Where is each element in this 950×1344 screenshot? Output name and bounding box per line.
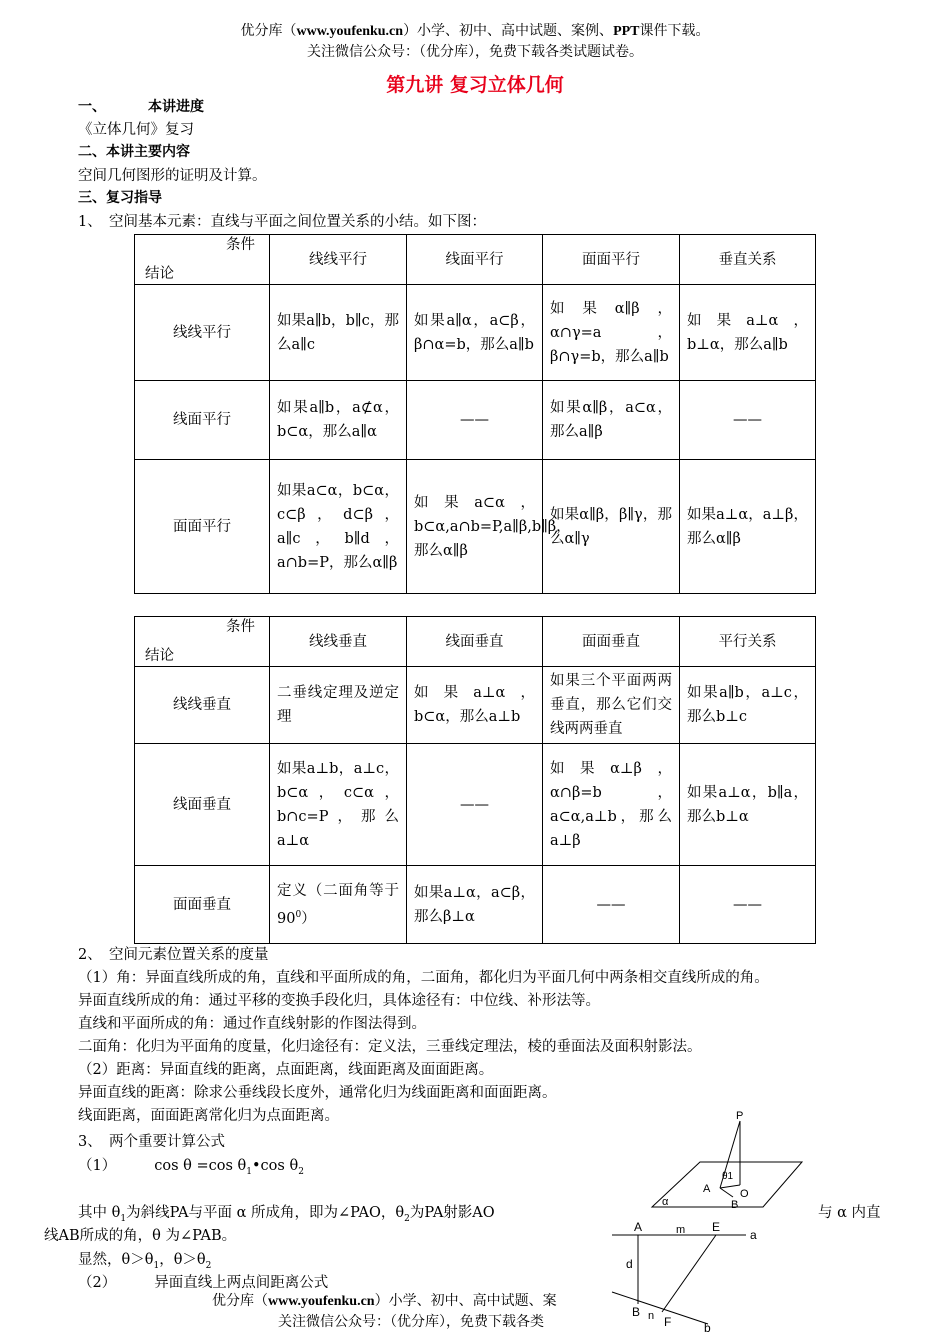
table-cell: ——	[407, 381, 543, 460]
paragraph: 直线和平面所成的角：通过作直线射影的作图法得到。	[78, 1016, 426, 1032]
paragraph: 线面距离，面面距离常化归为点面距离。	[78, 1108, 339, 1124]
plane-alpha	[652, 1162, 802, 1207]
column-header: 面面垂直	[543, 617, 680, 667]
label-m: m	[676, 1224, 686, 1236]
label-b-point: B	[632, 1305, 641, 1319]
corner-condition: 条件	[226, 237, 255, 253]
table-cell: 如果α∥β，α∩γ=a，β∩γ=b，那么a∥b	[543, 285, 680, 381]
row-label: 面面平行	[135, 460, 270, 594]
table-row	[135, 866, 816, 944]
table-cell: 如果a⊥α，a⊂β，那么β⊥α	[407, 866, 543, 944]
row-label: 线线平行	[135, 285, 270, 381]
site-header-line2: 关注微信公众号：（优分库），免费下载各类试题试卷。	[307, 44, 643, 60]
perpendicular-relations-table	[134, 616, 816, 944]
oblique-line-figure	[640, 1105, 810, 1215]
column-header: 平行关系	[680, 617, 816, 667]
table-cell: ——	[680, 866, 816, 944]
formula-2: （2） 异面直线上两点间距离公式	[78, 1275, 329, 1291]
table-row	[135, 285, 816, 381]
table-row	[135, 667, 816, 744]
corner-condition: 条件	[226, 619, 255, 635]
label-line-b: b	[704, 1321, 711, 1335]
paragraph: 二面角：化归为平面角的度量，化归途径有：定义法，三垂线定理法，棱的垂面法及面积射影法。	[78, 1039, 702, 1055]
table-cell: 如果a⊥α，a⊥β，那么α∥β	[680, 460, 816, 594]
line-b	[612, 1292, 708, 1324]
column-header: 线面平行	[407, 235, 543, 285]
label-d: d	[626, 1257, 633, 1271]
segment-ef	[662, 1235, 716, 1312]
label-f: F	[664, 1315, 672, 1329]
formula-explanation-line2: 线AB所成的角，θ 为∠PAB。	[44, 1228, 237, 1244]
section-1-body: 《立体几何》复习	[78, 122, 194, 138]
label-a: A	[703, 1183, 711, 1195]
label-theta1: θ1	[722, 1171, 734, 1182]
paragraph: 异面直线所成的角：通过平移的变换手段化归，具体途径有：中位线、补形法等。	[78, 993, 600, 1009]
section-2-body: 空间几何图形的证明及计算。	[78, 168, 267, 184]
table-cell: 定义（二面角等于$90^0$）	[270, 866, 407, 944]
parallel-relations-table	[134, 234, 816, 594]
segment-ab	[720, 1188, 733, 1197]
column-header: 线面垂直	[407, 617, 543, 667]
paragraph: （2）距离：异面直线的距离，点面距离，线面距离及面面距离。	[78, 1062, 494, 1078]
table-cell: ——	[543, 866, 680, 944]
label-b: B	[731, 1199, 739, 1211]
lecture-title: 第九讲 复习立体几何	[386, 74, 564, 96]
row-label: 线线垂直	[135, 667, 270, 744]
table-cell: 如果a∥α，a⊂β，β∩α=b，那么a∥b	[407, 285, 543, 381]
corner-conclusion: 结论	[145, 648, 174, 664]
item-1-intro: 1、 空间基本元素：直线与平面之间位置关系的小结。如下图：	[78, 214, 486, 230]
table-cell: 二垂线定理及逆定理	[270, 667, 407, 744]
site-footer-line1: 优分库（www.youfenku.cn）小学、初中、高中试题、案	[212, 1293, 557, 1309]
table-cell: 如果a⊥b，a⊥c，b⊂α，c⊂α，b∩c=P，那么a⊥α	[270, 744, 407, 866]
obvious-line: 显然，$\theta>\theta_1$，$\theta>\theta_2$	[78, 1252, 212, 1271]
table-corner-cell	[135, 617, 270, 667]
label-line-a: a	[750, 1228, 757, 1242]
formula-1: （1） cos θ =cos $\theta_1•\cos$ $\theta_2$	[78, 1158, 304, 1177]
paragraph: 异面直线的距离：除求公垂线段长度外，通常化归为线面距离和面面距离。	[78, 1085, 557, 1101]
item-2-title: 2、 空间元素位置关系的度量	[78, 947, 269, 963]
skew-lines-figure	[606, 1212, 776, 1344]
table-row	[135, 744, 816, 866]
label-n: n	[648, 1310, 655, 1322]
label-alpha: α	[662, 1196, 669, 1208]
paragraph: （1）角：异面直线所成的角，直线和平面所成的角，二面角，都化归为平面几何中两条相交直线所成的角。	[78, 970, 769, 986]
site-footer-line2: 关注微信公众号：（优分库），免费下载各类	[278, 1314, 544, 1330]
formula-explanation-right: 与 α 内直	[818, 1205, 881, 1221]
table-cell: 如果a⊥α，b∥a，那么b⊥α	[680, 744, 816, 866]
table-header-row	[135, 235, 816, 285]
table-row	[135, 381, 816, 460]
table-cell: 如果a⊥α，b⊂α，那么a⊥b	[407, 667, 543, 744]
section-2-heading: 二、本讲主要内容	[78, 144, 190, 160]
table-cell: 如果a⊥α，b⊥α，那么a∥b	[680, 285, 816, 381]
row-label: 线面平行	[135, 381, 270, 460]
row-label: 面面垂直	[135, 866, 270, 944]
label-e: E	[712, 1220, 721, 1234]
section-3-heading: 三、复习指导	[78, 190, 162, 206]
section-1-heading: 一、 本讲进度	[78, 99, 204, 115]
table-cell: 如果α⊥β，α∩β=b，a⊂α,a⊥b，那么a⊥β	[543, 744, 680, 866]
corner-conclusion: 结论	[145, 266, 174, 282]
site-header-line1: 优分库（www.youfenku.cn）小学、初中、高中试题、案例、PPT课件下载。	[240, 23, 710, 39]
item-3-title: 3、 两个重要计算公式	[78, 1134, 225, 1150]
column-header: 线线垂直	[270, 617, 407, 667]
column-header: 线线平行	[270, 235, 407, 285]
table-corner-cell	[135, 235, 270, 285]
segment-ao	[720, 1185, 740, 1188]
table-cell: 如果a⊂α，b⊂α,a∩b=P,a∥β,b∥β，那么α∥β	[407, 460, 543, 594]
label-a-point: A	[634, 1220, 643, 1234]
table-header-row	[135, 617, 816, 667]
table-cell: 如果a∥b，b∥c，那么a∥c	[270, 285, 407, 381]
table-cell: 如果α∥β，β∥γ，那么α∥γ	[543, 460, 680, 594]
table-cell: ——	[680, 381, 816, 460]
table-cell: 如果a⊂α，b⊂α，c⊂β，d⊂β，a∥c，b∥d，a∩b=P，那么α∥β	[270, 460, 407, 594]
table-cell: 如果a∥b，a⊥c，那么b⊥c	[680, 667, 816, 744]
table-cell: ——	[407, 744, 543, 866]
column-header: 垂直关系	[680, 235, 816, 285]
table-cell: 如果α∥β，a⊂α，那么a∥β	[543, 381, 680, 460]
table-cell: 如果三个平面两两垂直，那么它们交线两两垂直	[543, 667, 680, 744]
table-row	[135, 460, 816, 594]
row-label: 线面垂直	[135, 744, 270, 866]
column-header: 面面平行	[543, 235, 680, 285]
table-cell: 如果a∥b，a⊄α，b⊂α，那么a∥α	[270, 381, 407, 460]
formula-explanation: 其中 $\theta_1$为斜线PA与平面 α 所成角，即为∠PAO，$\theta_2$为PA射影AO	[78, 1205, 495, 1224]
label-p: P	[736, 1110, 744, 1122]
label-o: O	[740, 1188, 749, 1200]
